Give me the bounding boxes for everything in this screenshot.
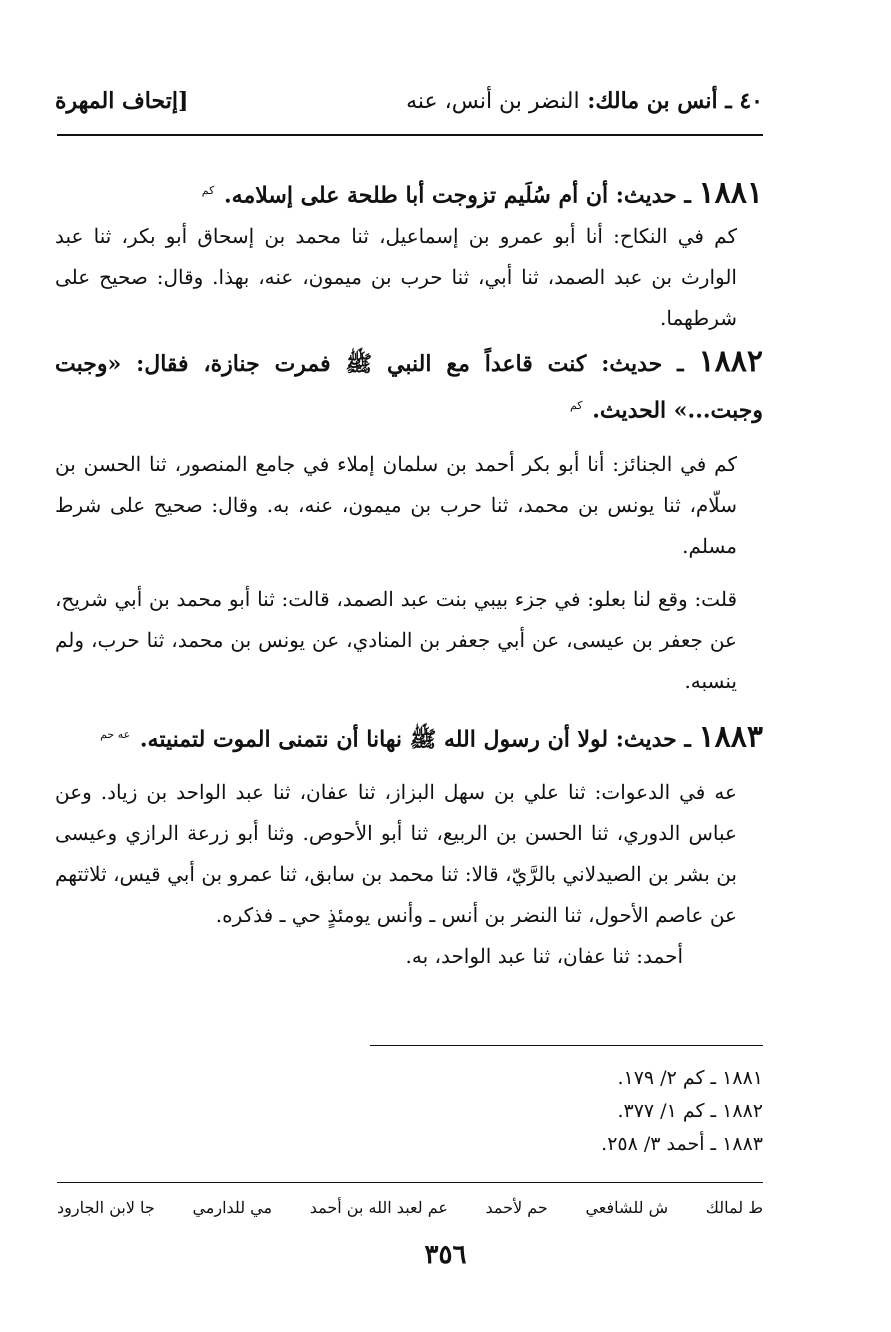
source-symbols: كم [201, 184, 215, 197]
abbreviation-item: حم لأحمد [485, 1198, 548, 1217]
hadith-title: ـ حديث: أن أم سُلَيم تزوجت أبا طلحة على إسلامه. [224, 182, 691, 209]
source-symbols: عه حم [100, 727, 131, 741]
hadith-heading [55, 170, 763, 216]
abbreviation-key [57, 1198, 763, 1217]
hadith-number: ١٨٨١ [698, 175, 763, 211]
hadith-text: كم في الجنائز: أنا أبو بكر أحمد بن سلمان إملاء في جامع المنصور، ثنا الحسن بن سلّام، ثنا يونس بن محمد، ثنا حرب بن ميمون، عنه، به. وقال: صحيح على شرط مسلم. [55, 451, 737, 558]
page-header [55, 88, 763, 124]
hadith-text: عه في الدعوات: ثنا علي بن سهل البزاز، ثنا عفان، ثنا عبد الواحد بن زياد. وعن عباس الدوري، ثنا الحسن بن الربيع، ثنا أبو الأحوص. وثنا أبو زرعة الرازي وعيسى بن بشر بن الصيدلاني بالرَّيّ، قالا: ثنا محمد بن سابق، ثنا عمرو بن أبي قيس، ثلاثتهم عن عاصم الأحول، ثنا النضر بن أنس ـ وأنس يومئذٍ حي ـ فذكره. [55, 779, 738, 927]
footnote-divider [370, 1045, 763, 1046]
abbreviation-item: ش للشافعي [585, 1198, 669, 1217]
hadith-heading [55, 341, 763, 431]
hadith-number: ١٨٨٢ [698, 344, 763, 380]
footnote-item: ١٨٨٣ ـ أحمد ٣/ ٢٥٨. [601, 1133, 763, 1155]
hadith-number: ١٨٨٣ [698, 718, 763, 754]
abbreviation-item: عم لعبد الله بن أحمد [309, 1198, 448, 1217]
hadith-note: قلت: وقع لنا بعلو: في جزء بيبي بنت عبد الصمد، قالت: ثنا أبو محمد بن أبي شريح، عن جعفر بن عيسى، عن أبي جعفر بن المنادي، عن يونس بن محمد، ثنا حرب، ولم ينسبه. [55, 586, 737, 693]
chapter-name: ٤٠ ـ أنس بن مالك: [587, 88, 763, 114]
hadith-text: كم في النكاح: أنا أبو عمرو بن إسماعيل، ثنا محمد بن إسحاق أبو بكر، ثنا عبد الوارث بن عبد الصمد، ثنا أبي، ثنا حرب بن ميمون، عنه، بهذا. وقال: صحيح على شرطهما. [55, 224, 737, 331]
hadith-text: أحمد: ثنا عفان، ثنا عبد الواحد، به. [405, 943, 683, 968]
abbreviation-item: ط لمالك [705, 1198, 763, 1217]
abbreviation-divider [57, 1182, 763, 1183]
chapter-subtitle: النضر بن أنس، عنه [406, 89, 580, 114]
abbreviation-item: مي للدارمي [192, 1198, 273, 1217]
header-divider [57, 134, 763, 136]
book-title: [إتحاف المهرة [55, 88, 189, 114]
hadith-heading [55, 714, 763, 760]
footnote-item: ١٨٨١ ـ كم ٢/ ١٧٩. [617, 1067, 763, 1089]
abbreviation-item: جا لابن الجارود [57, 1198, 155, 1217]
page-number: ٣٥٦ [424, 1240, 467, 1270]
hadith-title: ـ حديث: كنت قاعداً مع النبي ﷺ فمرت جنازة، فقال: «وجبت وجبت...» الحديث. [55, 351, 763, 424]
source-symbols: كم [569, 399, 583, 413]
main-text [55, 170, 763, 977]
footnote-item: ١٨٨٢ ـ كم ١/ ٣٧٧. [617, 1100, 763, 1122]
hadith-title: ـ حديث: لولا أن رسول الله ﷺ نهانا أن نتمنى الموت لتمنيته. [139, 725, 691, 752]
footnotes [363, 1062, 763, 1161]
chapter-title [406, 88, 763, 114]
